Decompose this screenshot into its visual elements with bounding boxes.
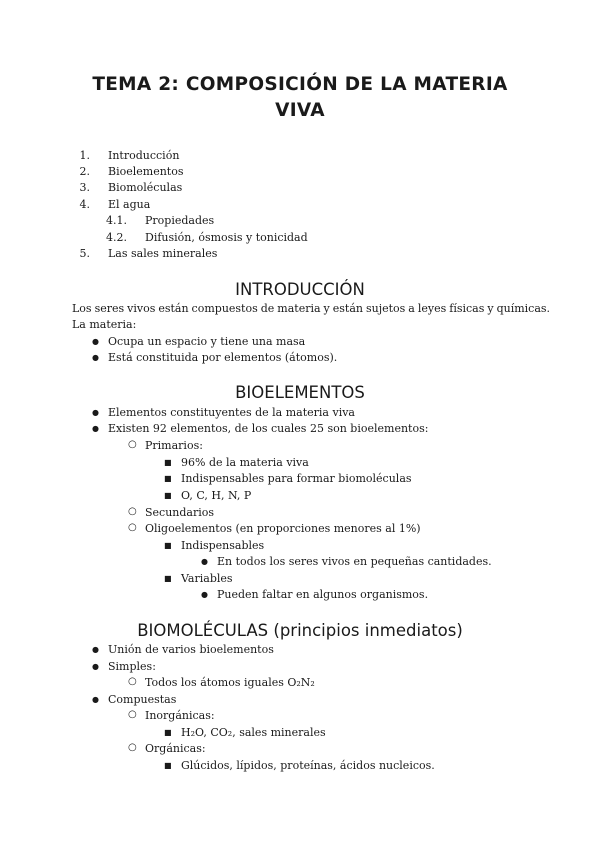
list-item: ■ Glúcidos, lípidos, proteínas, ácidos nucleicos. [181,759,435,773]
toc-item: Biomoléculas [108,181,183,194]
title-line-2: VIVA [275,100,325,121]
list-item: ■ H₂O, CO₂, sales minerales [181,726,326,740]
list-item: ○ Oligoelementos (en proporciones menores al 1%) [145,522,421,536]
list-item: ■ 96% de la materia viva [181,456,309,470]
toc-item: Introducción [108,149,180,162]
document-title [60,72,540,124]
list-item: ● Ocupa un espacio y tiene una masa [108,335,305,349]
toc-number: 4. [79,198,90,211]
intro-paragraph: La materia: [72,318,137,331]
intro-paragraph: Los seres vivos están compuestos de materia y están sujetos a leyes físicas y químicas. [72,302,551,315]
list-item: ● Está constituida por elementos (átomos). [108,351,337,365]
list-item: ○ Primarios: [145,439,203,453]
toc-item: Propiedades [145,214,215,227]
section-heading-bioelementos: BIOELEMENTOS [235,383,365,402]
toc-item: Bioelementos [108,165,184,178]
list-item: ● Compuestas [108,693,176,707]
toc-number: 5. [79,247,90,260]
list-item: ○ Inorgánicas: [145,709,215,723]
toc-item: El agua [108,198,151,211]
toc-item: Las sales minerales [108,247,218,260]
list-item: ● Unión de varios bioelementos [108,643,274,657]
toc-number: 4.1. [106,214,127,227]
list-item: ● Pueden faltar en algunos organismos. [217,588,428,602]
toc-number: 2. [79,165,90,178]
list-item: ■ Variables [181,572,233,586]
title-line-1: TEMA 2: COMPOSICIÓN DE LA MATERIA [92,74,508,95]
list-item: ● Simples: [108,660,156,674]
list-item: ● Existen 92 elementos, de los cuales 25 son bioelementos: [108,422,428,436]
list-item: ● Elementos constituyentes de la materia viva [108,406,355,420]
list-item: ■ O, C, H, N, P [181,489,251,503]
toc-number: 3. [79,181,90,194]
list-item: ○ Secundarios [145,506,214,520]
section-heading-biomoleculas: BIOMOLÉCULAS (principios inmediatos) [137,621,463,640]
list-item: ● En todos los seres vivos en pequeñas cantidades. [217,555,492,569]
list-item: ■ Indispensables [181,539,264,553]
toc-number: 4.2. [106,231,127,244]
list-item: ○ Todos los átomos iguales O₂N₂ [145,676,315,690]
toc-number: 1. [79,149,90,162]
list-item: ■ Indispensables para formar biomoléculas [181,472,412,486]
section-heading-introduccion: INTRODUCCIÓN [235,280,365,299]
toc-item: Difusión, ósmosis y tonicidad [145,231,308,244]
list-item: ○ Orgánicas: [145,742,206,756]
